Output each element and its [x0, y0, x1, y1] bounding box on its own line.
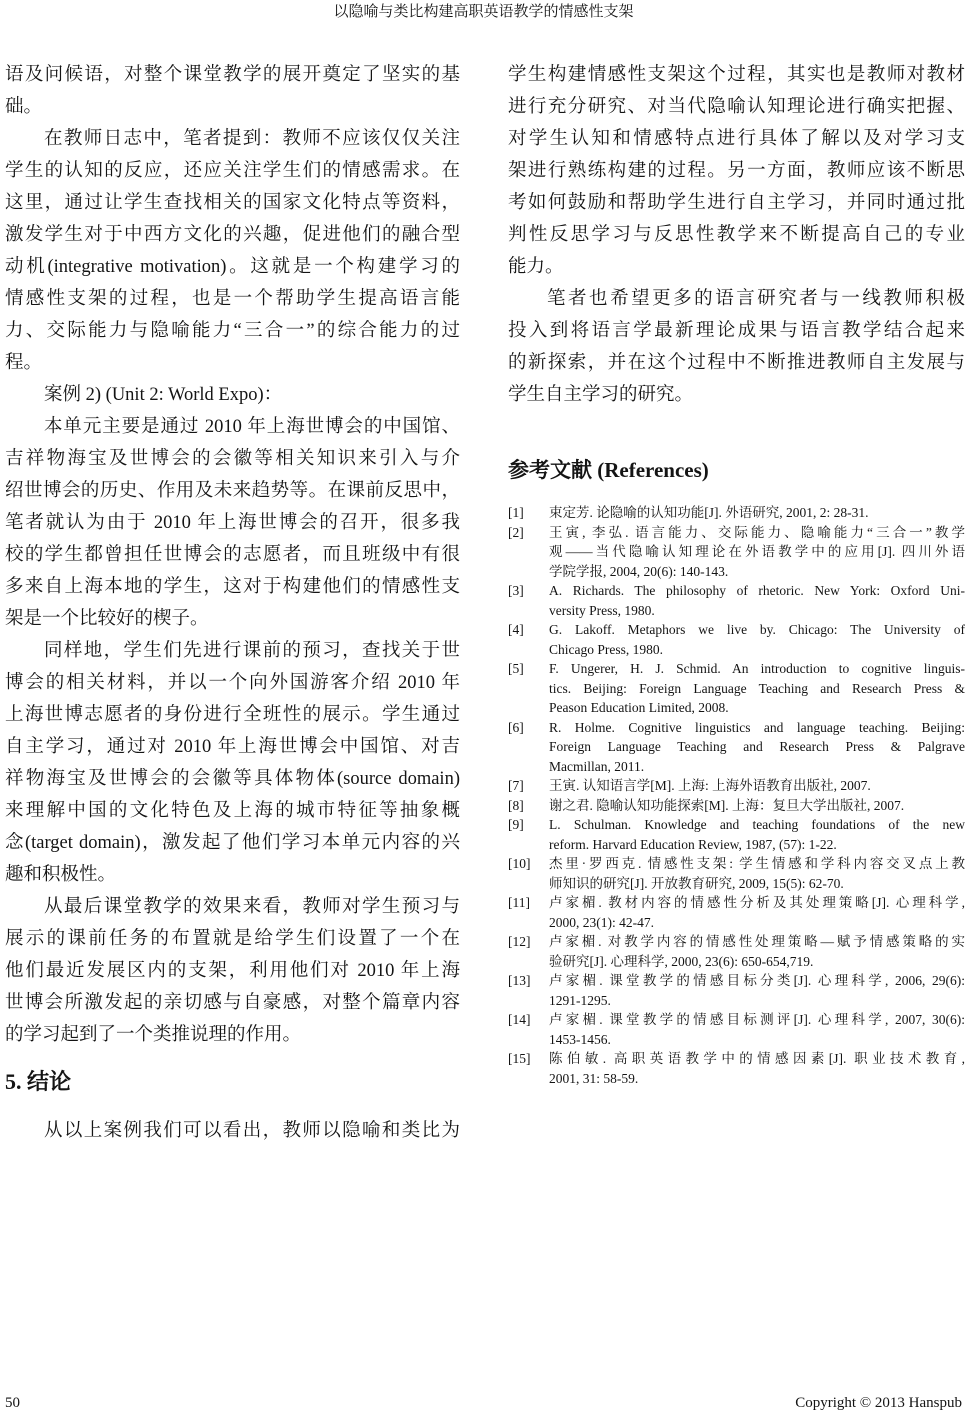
reference-list	[508, 503, 965, 1088]
reference-line: 师知识的研究[J]. 开放教育研究, 2009, 15(5): 62-70.	[549, 875, 844, 891]
reference-line: reform. Harvard Education Review, 1987, (57): 1-22.	[549, 836, 837, 852]
reference-line: 1291-1295.	[549, 992, 611, 1008]
reference-line: 束定芳. 论隐喻的认知功能[J]. 外语研究, 2001, 2: 28-31.	[549, 505, 869, 520]
reference-line: 2000, 23(1): 42-47.	[549, 914, 654, 930]
reference-item	[508, 932, 965, 971]
paragraph	[5, 379, 460, 411]
reference-line: 2001, 31: 58-59.	[549, 1070, 639, 1086]
reference-item	[508, 815, 965, 854]
reference-line: 卢家楣. 对教学内容的情感性处理策略—赋予情感策略的实	[549, 934, 965, 949]
reference-text	[549, 932, 965, 971]
reference-item	[508, 776, 965, 796]
text-line: 情感性支架的过程，也是一个帮助学生提高语言能	[5, 289, 460, 309]
paragraph	[508, 59, 965, 283]
text-line: 在教师日志中，笔者提到：教师不应该仅仅关注	[44, 129, 460, 149]
reference-text	[549, 581, 965, 620]
text-line: 案例 2) (Unit 2: World Expo)：	[44, 385, 283, 405]
text-line: 考如何鼓励和帮助学生进行自主学习，并同时通过批	[508, 193, 965, 213]
reference-item	[508, 503, 965, 523]
reference-text	[549, 815, 965, 854]
reference-line: 卢家楣. 课堂教学的情感目标分类[J]. 心理科学, 2006, 29(6):	[549, 973, 965, 988]
text-line: 上海世博志愿者的身份进行全班性的展示。学生通过	[5, 705, 460, 725]
text-line: 从以上案例我们可以看出，教师以隐喻和类比为	[44, 1121, 460, 1141]
reference-number: [5]	[508, 661, 524, 676]
text-line: 趣和积极性。	[5, 865, 117, 885]
text-line: 语及问候语，对整个课堂教学的展开奠定了坚实的基	[5, 65, 460, 85]
reference-line: 杰里·罗西克. 情感性支架: 学生情感和学科内容交叉点上教	[549, 856, 965, 871]
reference-text	[549, 1010, 965, 1049]
reference-line: 陈伯敏. 高职英语教学中的情感因素[J]. 职业技术教育,	[549, 1051, 965, 1066]
reference-line: L. Schulman. Knowledge and teaching foundations of the new	[549, 817, 965, 832]
paragraph	[5, 891, 460, 1051]
text-line: 来理解中国的文化特色及上海的城市特征等抽象概	[5, 801, 460, 821]
text-line: 同样地，学生们先进行课前的预习，查找关于世	[44, 641, 460, 661]
reference-line: R. Holme. Cognitive linguistics and language teaching. Beijing:	[549, 719, 965, 735]
reference-number: [4]	[508, 622, 524, 637]
reference-line: 观——当代隐喻认知理论在外语教学中的应用[J]. 四川外语	[549, 544, 965, 559]
reference-item	[508, 620, 965, 659]
reference-text	[549, 1049, 965, 1088]
paragraph	[5, 123, 460, 379]
reference-number: [8]	[508, 797, 524, 813]
reference-line: F. Ungerer, H. J. Schmid. An introduction to cognitive linguis-	[549, 661, 965, 676]
reference-item	[508, 1049, 965, 1088]
paragraph	[5, 411, 460, 635]
reference-text	[549, 718, 965, 777]
reference-text	[549, 796, 965, 816]
reference-text	[549, 854, 965, 893]
reference-line: 验研究[J]. 心理科学, 2000, 23(6): 650-654,719.	[549, 953, 814, 969]
text-line: 念(target domain)，激发起了他们学习本单元内容的兴	[5, 833, 460, 853]
text-line: 吉祥物海宝及世博会的会徽等相关知识来引入与介	[5, 449, 460, 469]
reference-item	[508, 1010, 965, 1049]
reference-text	[549, 659, 965, 718]
reference-line: 王寅. 认知语言学[M]. 上海: 上海外语教育出版社, 2007.	[549, 778, 871, 793]
reference-line: versity Press, 1980.	[549, 602, 655, 618]
reference-number: [3]	[508, 583, 524, 598]
paragraph	[5, 1115, 460, 1147]
reference-number: [2]	[508, 524, 524, 540]
reference-text	[549, 523, 965, 582]
reference-number: [15]	[508, 1051, 531, 1066]
reference-line: tics. Beijing: Foreign Language Teaching and Research Press &	[549, 680, 965, 696]
reference-number: [13]	[508, 973, 531, 988]
reference-line: Peason Education Limited, 2008.	[549, 700, 729, 715]
text-line: 祥物海宝及世博会的会徽等具体物体(source domain)	[5, 769, 460, 789]
paragraph	[5, 59, 460, 123]
reference-line: G. Lakoff. Metaphors we live by. Chicago: The University of	[549, 622, 965, 637]
text-line: 笔者也希望更多的语言研究者与一线教师积极	[547, 289, 965, 309]
text-line: 校的学生都曾担任世博会的志愿者，而且班级中有很	[5, 545, 460, 565]
paragraph	[5, 635, 460, 891]
text-line: 这里，通过让学生查找相关的国家文化特点等资料，	[5, 193, 460, 213]
text-line: 的新探索，并在这个过程中不断推进教师自主发展与	[508, 353, 965, 373]
text-line: 对学生认知和情感特点进行具体了解以及对学习支	[508, 129, 965, 149]
text-line: 从最后课堂教学的效果来看，教师对学生预习与	[44, 897, 460, 917]
text-line: 架是一个比较好的楔子。	[5, 609, 209, 629]
reference-line: A. Richards. The philosophy of rhetoric. New York: Oxford Uni-	[549, 583, 965, 598]
reference-number: [11]	[508, 895, 530, 910]
reference-line: 学院学报, 2004, 20(6): 140-143.	[549, 563, 729, 579]
references-heading: 参考文献 (References)	[508, 458, 709, 482]
text-line: 学生自主学习的研究。	[508, 385, 694, 405]
text-column-right	[508, 59, 965, 1088]
text-line: 力、交际能力与隐喻能力“三合一”的综合能力的过	[5, 321, 460, 341]
text-column-left	[5, 59, 460, 1147]
reference-item	[508, 718, 965, 777]
text-line: 他们最近发展区内的支架，利用他们对 2010 年上海	[5, 961, 460, 981]
page-number: 50	[5, 1395, 20, 1411]
reference-number: [7]	[508, 778, 524, 793]
reference-text	[549, 971, 965, 1010]
text-line: 架进行熟练构建的过程。另一方面，教师应该不断思	[508, 161, 965, 181]
copyright-notice: Copyright © 2013 Hanspub	[795, 1395, 962, 1411]
reference-line: Chicago Press, 1980.	[549, 641, 663, 657]
reference-item	[508, 854, 965, 893]
text-line: 笔者就认为由于 2010 年上海世博会的召开，很多我	[5, 513, 460, 533]
reference-item	[508, 796, 965, 816]
running-header: 以隐喻与类比构建高职英语教学的情感性支架	[333, 4, 634, 20]
reference-item	[508, 893, 965, 932]
reference-item	[508, 659, 965, 718]
text-line: 础。	[5, 97, 43, 117]
text-line: 多来自上海本地的学生，这对于构建他们的情感性支	[5, 577, 460, 597]
reference-item	[508, 523, 965, 582]
reference-text	[549, 893, 965, 932]
reference-number: [6]	[508, 719, 524, 735]
reference-line: 谢之君. 隐喻认知功能探索[M]. 上海：复旦大学出版社, 2007.	[549, 797, 905, 813]
reference-item	[508, 971, 965, 1010]
reference-number: [14]	[508, 1012, 531, 1027]
text-line: 进行充分研究、对当代隐喻认知理论进行确实把握、	[508, 97, 965, 117]
text-line: 世博会所激发起的亲切感与自豪感，对整个篇章内容	[5, 993, 460, 1013]
text-line: 的学习起到了一个类推说理的作用。	[5, 1025, 302, 1045]
text-line: 激发学生对于中西方文化的兴趣，促进他们的融合型	[5, 225, 460, 245]
reference-number: [10]	[508, 856, 531, 871]
reference-number: [12]	[508, 934, 531, 949]
reference-line: 1453-1456.	[549, 1031, 611, 1047]
text-line: 判性反思学习与反思性教学来不断提高自己的专业	[508, 225, 965, 245]
text-line: 能力。	[508, 257, 564, 277]
reference-item	[508, 581, 965, 620]
section-heading: 5. 结论	[5, 1069, 72, 1094]
reference-number: [9]	[508, 817, 524, 832]
text-line: 学生的认知的反应，还应关注学生们的情感需求。在	[5, 161, 460, 181]
reference-text	[549, 503, 965, 523]
text-line: 绍世博会的历史、作用及未来趋势等。在课前反思中，	[5, 481, 460, 501]
text-line: 本单元主要是通过 2010 年上海世博会的中国馆、	[44, 417, 460, 437]
text-line: 博会的相关材料，并以一个向外国游客介绍 2010 年	[5, 673, 460, 693]
text-line: 展示的课前任务的布置就是给学生们设置了一个在	[5, 929, 460, 949]
reference-line: 王寅, 李弘. 语言能力、交际能力、隐喻能力“三合一”教学	[549, 524, 965, 540]
reference-line: 卢家楣. 课堂教学的情感目标测评[J]. 心理科学, 2007, 30(6):	[549, 1012, 965, 1027]
reference-text	[549, 620, 965, 659]
paragraph	[508, 283, 965, 411]
text-line: 程。	[5, 353, 43, 373]
reference-number: [1]	[508, 505, 524, 520]
text-line: 动机(integrative motivation)。这就是一个构建学习的	[5, 257, 460, 277]
reference-text	[549, 776, 965, 796]
reference-line: Macmillan, 2011.	[549, 758, 645, 774]
text-line: 自主学习，通过对 2010 年上海世博会中国馆、对吉	[5, 737, 460, 757]
text-line: 学生构建情感性支架这个过程，其实也是教师对教材	[508, 65, 965, 85]
text-line: 投入到将语言学最新理论成果与语言教学结合起来	[508, 321, 965, 341]
reference-line: 卢家楣. 教材内容的情感性分析及其处理策略[J]. 心理科学,	[549, 895, 965, 910]
reference-line: Foreign Language Teaching and Research Press & Palgrave	[549, 739, 965, 754]
